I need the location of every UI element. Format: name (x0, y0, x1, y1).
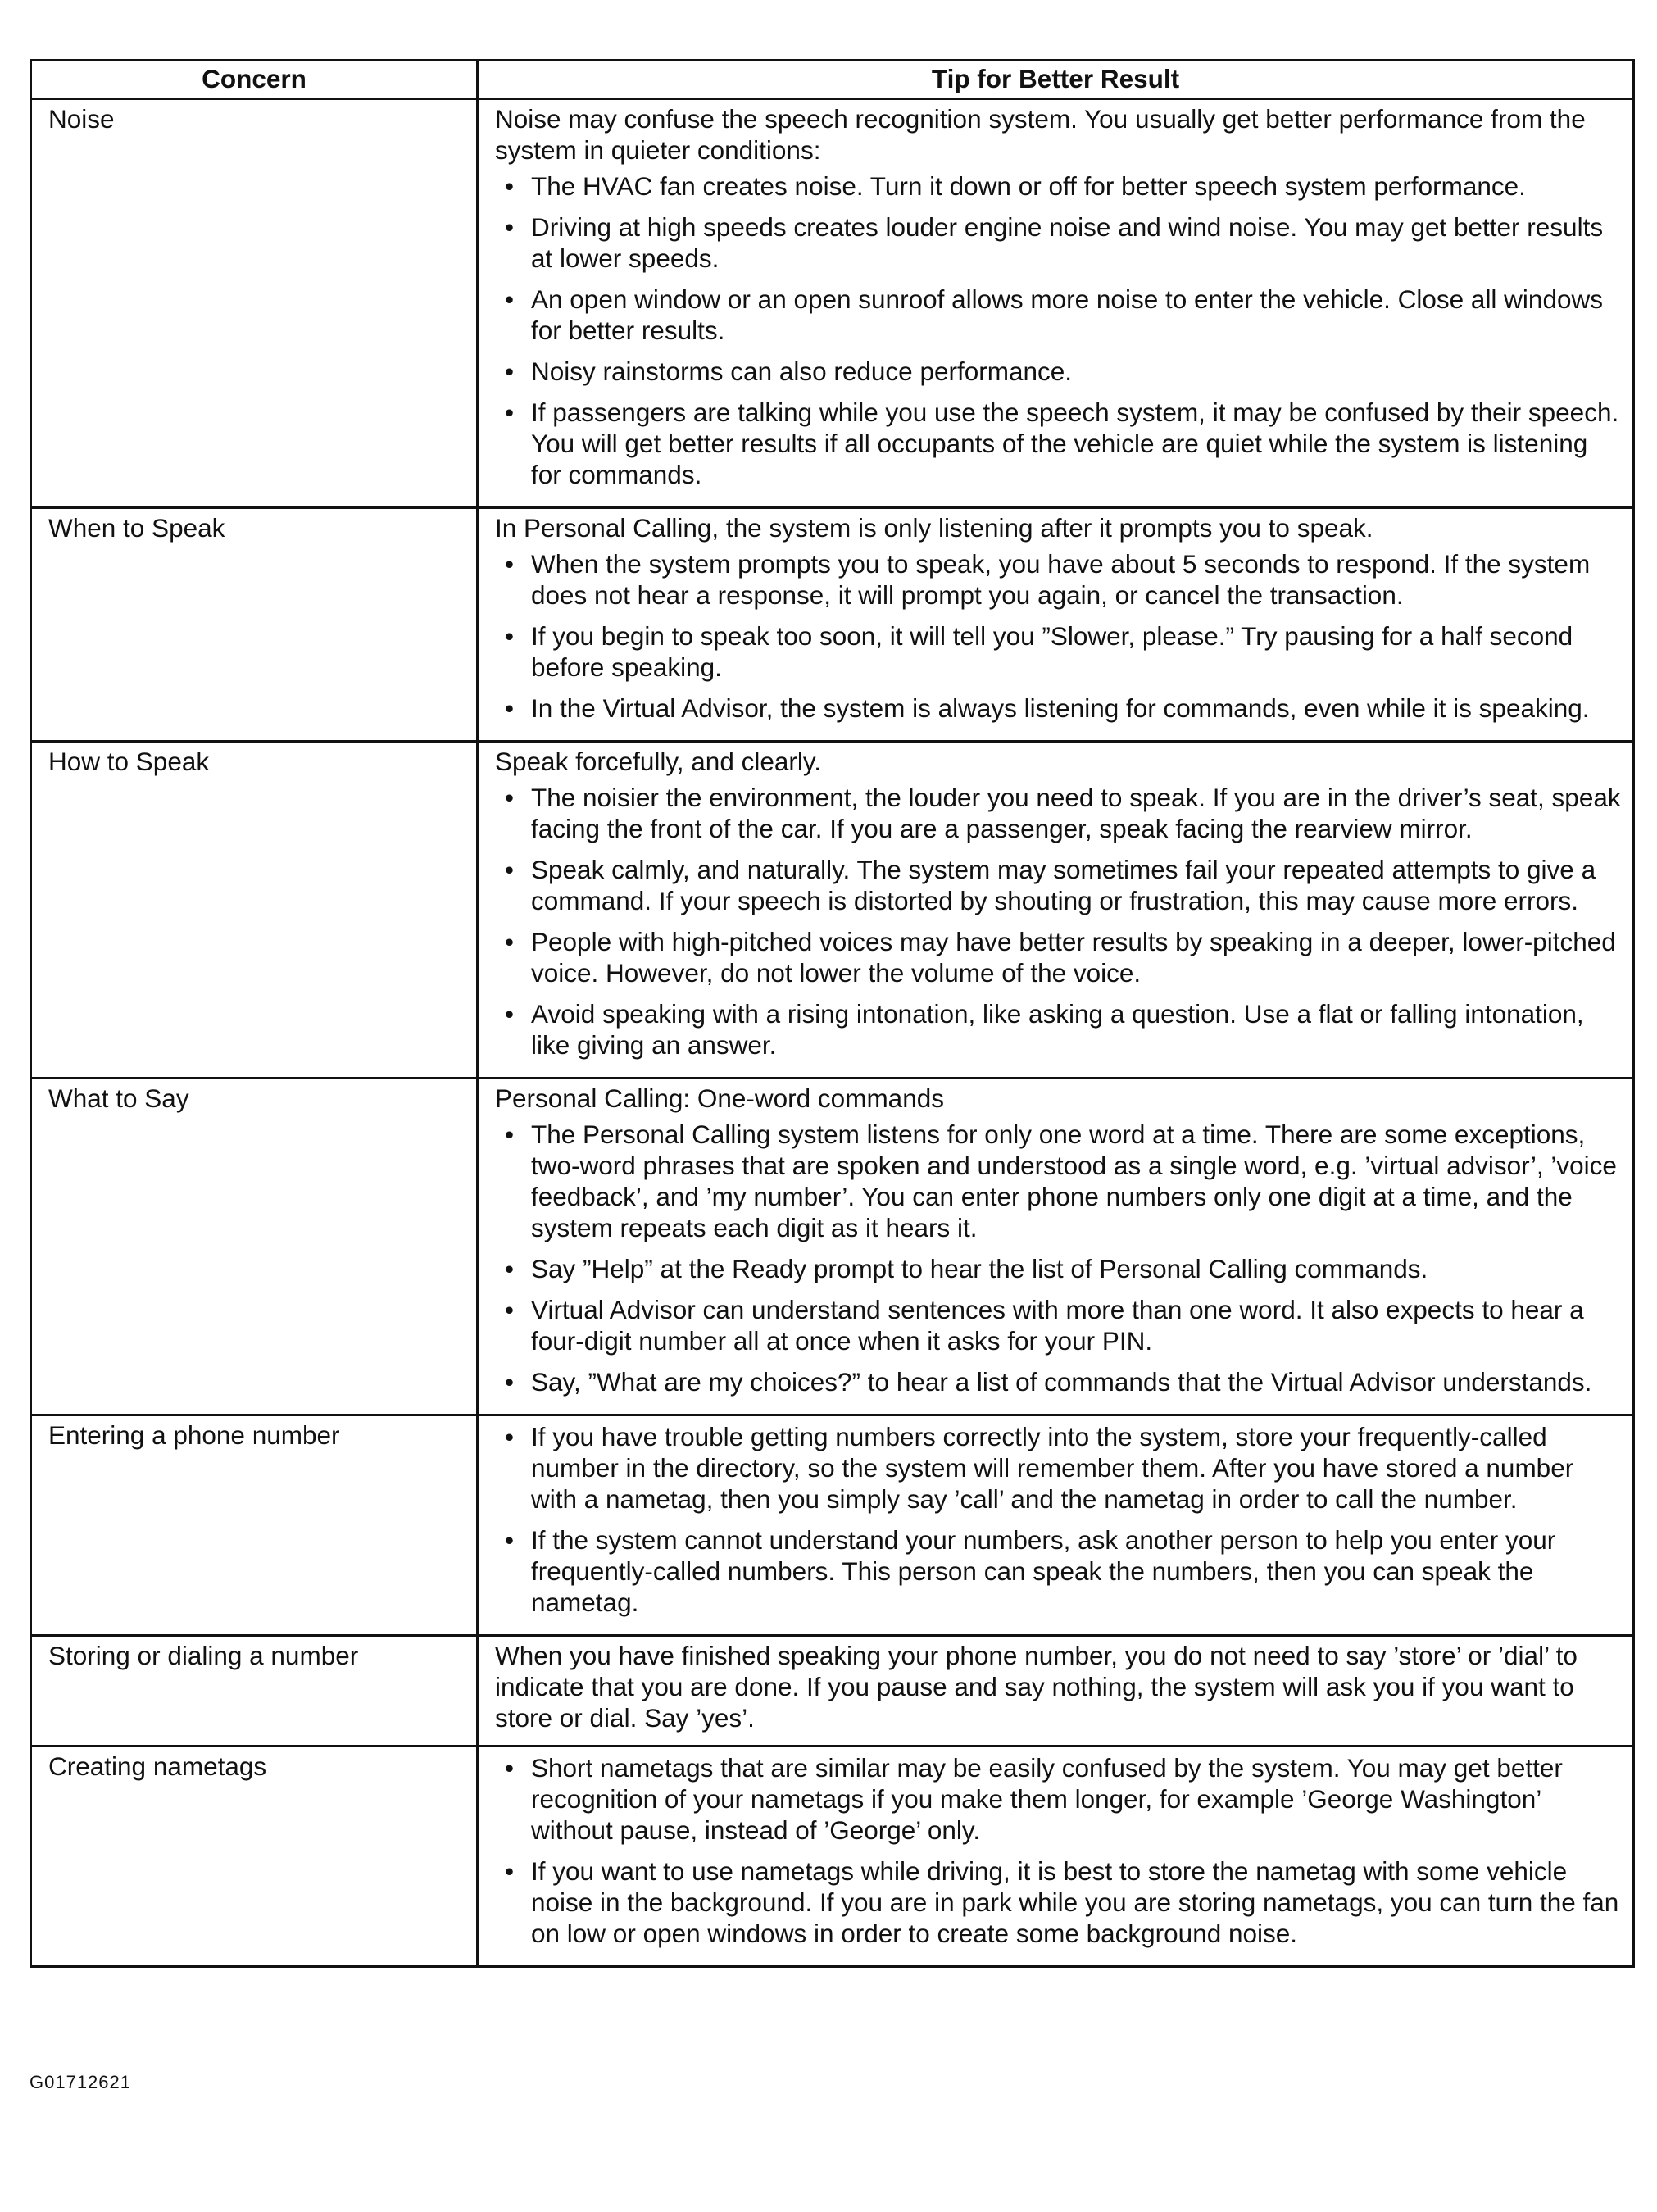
bullet-icon: • (505, 284, 515, 314)
concern-cell: Creating nametags (31, 1746, 478, 1967)
bullet-icon: • (505, 357, 515, 386)
bullet-text: The Personal Calling system listens for only one word at a time. There are some exceptions, two-word phrases that are spoken and understood as a single word, e.g. ’virtual advisor’, ’voice feedback’, and ’my number’. You can enter phone numbers only one digit at a time, and the system repeats each digit as it hears it. (531, 1120, 1617, 1242)
table-row (31, 99, 1634, 508)
list-item (505, 998, 1623, 1061)
list-item (505, 1524, 1623, 1618)
table-body (31, 99, 1634, 1967)
table-row (31, 1415, 1634, 1636)
bullet-icon: • (505, 999, 515, 1029)
bullet-icon: • (505, 1120, 515, 1149)
tip-cell (478, 742, 1634, 1079)
document-id: G01712621 (30, 2072, 131, 2092)
bullet-icon: • (505, 1753, 515, 1783)
bullet-icon: • (505, 1295, 515, 1324)
tip-column-header: Tip for Better Result (478, 61, 1634, 99)
bullet-icon: • (505, 693, 515, 723)
list-item (505, 1752, 1623, 1846)
bullet-text: Virtual Advisor can understand sentences with more than one word. It also expects to hear a four-digit number all at once when it asks for your PIN. (531, 1295, 1584, 1356)
tip-intro-text: Speak forcefully, and clearly. (495, 747, 822, 776)
bullet-text: Noisy rainstorms can also reduce performance. (531, 357, 1073, 386)
table-row (31, 1079, 1634, 1415)
list-item (505, 356, 1623, 387)
bullet-icon: • (505, 855, 515, 884)
list-item (505, 211, 1623, 274)
tips-page (30, 59, 1632, 1968)
bullet-text: Short nametags that are similar may be easily confused by the system. You may get better recognition of your nametags if you make them longer, for example ’George Washington’ without pause, instead of ’George’ only. (531, 1753, 1563, 1845)
list-item (505, 1855, 1623, 1949)
list-item (505, 620, 1623, 683)
bullet-text: People with high-pitched voices may have better results by speaking in a deeper, lower-pitched voice. However, do not lower the volume of the voice. (531, 927, 1616, 988)
bullet-text: If the system cannot understand your numbers, ask another person to help you enter your frequently-called numbers. This person can speak the numbers, then you can speak the nametag. (531, 1525, 1556, 1617)
bullet-text: Avoid speaking with a rising intonation, like asking a question. Use a flat or falling intonation, like giving an answer. (531, 999, 1584, 1060)
bullet-icon: • (505, 397, 515, 427)
list-item (505, 1421, 1623, 1515)
concern-cell: When to Speak (31, 508, 478, 742)
list-item (505, 170, 1623, 202)
list-item (505, 284, 1623, 346)
bullet-icon: • (505, 927, 515, 956)
bullet-icon: • (505, 1422, 515, 1451)
table-row (31, 742, 1634, 1079)
concern-column-header: Concern (31, 61, 478, 99)
list-item (505, 1294, 1623, 1356)
bullet-text: If you have trouble getting numbers correctly into the system, store your frequently-called number in the directory, so the system will remember them. After you have stored a number with a nametag, then you simply say ’call’ and the nametag in order to call the number. (531, 1422, 1574, 1514)
table-row (31, 508, 1634, 742)
bullet-text: Speak calmly, and naturally. The system may sometimes fail your repeated attempts to give a command. If your speech is distorted by shouting or frustration, this may cause more errors. (531, 855, 1596, 915)
bullet-icon: • (505, 621, 515, 651)
table-row (31, 1636, 1634, 1746)
tip-intro-text: Personal Calling: One-word commands (495, 1083, 944, 1113)
list-item (505, 926, 1623, 988)
list-item (505, 1366, 1623, 1397)
tip-intro-text: When you have finished speaking your phone number, you do not need to say ’store’ or ’dial’ to indicate that you are done. If you pause and say nothing, the system will ask you if you want to store or dial. Say ’yes’. (495, 1641, 1578, 1733)
bullet-icon: • (505, 1525, 515, 1555)
concern-cell: What to Say (31, 1079, 478, 1415)
concern-cell: Noise (31, 99, 478, 508)
tip-bullet-list (495, 782, 1623, 1061)
voice-tips-table (30, 59, 1635, 1968)
bullet-icon: • (505, 1367, 515, 1397)
bullet-icon: • (505, 1856, 515, 1886)
concern-cell: Storing or dialing a number (31, 1636, 478, 1746)
table-row (31, 1746, 1634, 1967)
tip-bullet-list (495, 1752, 1623, 1949)
concern-cell: How to Speak (31, 742, 478, 1079)
list-item (505, 782, 1623, 844)
list-item (505, 1253, 1623, 1284)
tip-bullet-list (495, 1421, 1623, 1618)
tip-cell (478, 99, 1634, 508)
bullet-text: The HVAC fan creates noise. Turn it down or off for better speech system performance. (531, 171, 1526, 201)
tip-cell (478, 1636, 1634, 1746)
table-header-row (31, 61, 1634, 99)
tip-bullet-list (495, 1119, 1623, 1397)
tip-intro-text: Noise may confuse the speech recognition system. You usually get better performance from the system in quieter conditions: (495, 104, 1586, 165)
tip-cell (478, 1746, 1634, 1967)
bullet-text: Say ”Help” at the Ready prompt to hear the list of Personal Calling commands. (531, 1254, 1428, 1283)
bullet-text: If you want to use nametags while driving, it is best to store the nametag with some vehicle noise in the background. If you are in park while you are storing nametags, you can turn the fan on low or open windows in order to create some background noise. (531, 1856, 1619, 1948)
bullet-text: An open window or an open sunroof allows more noise to enter the vehicle. Close all windows for better results. (531, 284, 1603, 345)
bullet-icon: • (505, 1254, 515, 1283)
bullet-icon: • (505, 171, 515, 201)
bullet-text: Say, ”What are my choices?” to hear a list of commands that the Virtual Advisor understands. (531, 1367, 1592, 1397)
tip-bullet-list (495, 170, 1623, 490)
concern-cell: Entering a phone number (31, 1415, 478, 1636)
list-item (505, 397, 1623, 490)
list-item (505, 854, 1623, 916)
bullet-text: In the Virtual Advisor, the system is always listening for commands, even while it is speaking. (531, 693, 1590, 723)
list-item (505, 1119, 1623, 1243)
list-item (505, 693, 1623, 724)
tip-cell (478, 1079, 1634, 1415)
tip-cell (478, 508, 1634, 742)
bullet-text: If you begin to speak too soon, it will tell you ”Slower, please.” Try pausing for a half second before speaking. (531, 621, 1573, 682)
tip-cell (478, 1415, 1634, 1636)
bullet-text: The noisier the environment, the louder you need to speak. If you are in the driver’s seat, speak facing the front of the car. If you are a passenger, speak facing the rearview mirror. (531, 783, 1621, 843)
bullet-icon: • (505, 783, 515, 812)
bullet-text: If passengers are talking while you use the speech system, it may be confused by their speech. You will get better results if all occupants of the vehicle are quiet while the system is listening for commands. (531, 397, 1619, 489)
tip-bullet-list (495, 548, 1623, 724)
bullet-icon: • (505, 549, 515, 579)
tip-intro-text: In Personal Calling, the system is only listening after it prompts you to speak. (495, 513, 1373, 543)
list-item (505, 548, 1623, 611)
bullet-icon: • (505, 212, 515, 242)
bullet-text: When the system prompts you to speak, you have about 5 seconds to respond. If the system does not hear a response, it will prompt you again, or cancel the transaction. (531, 549, 1591, 610)
bullet-text: Driving at high speeds creates louder engine noise and wind noise. You may get better results at lower speeds. (531, 212, 1604, 273)
